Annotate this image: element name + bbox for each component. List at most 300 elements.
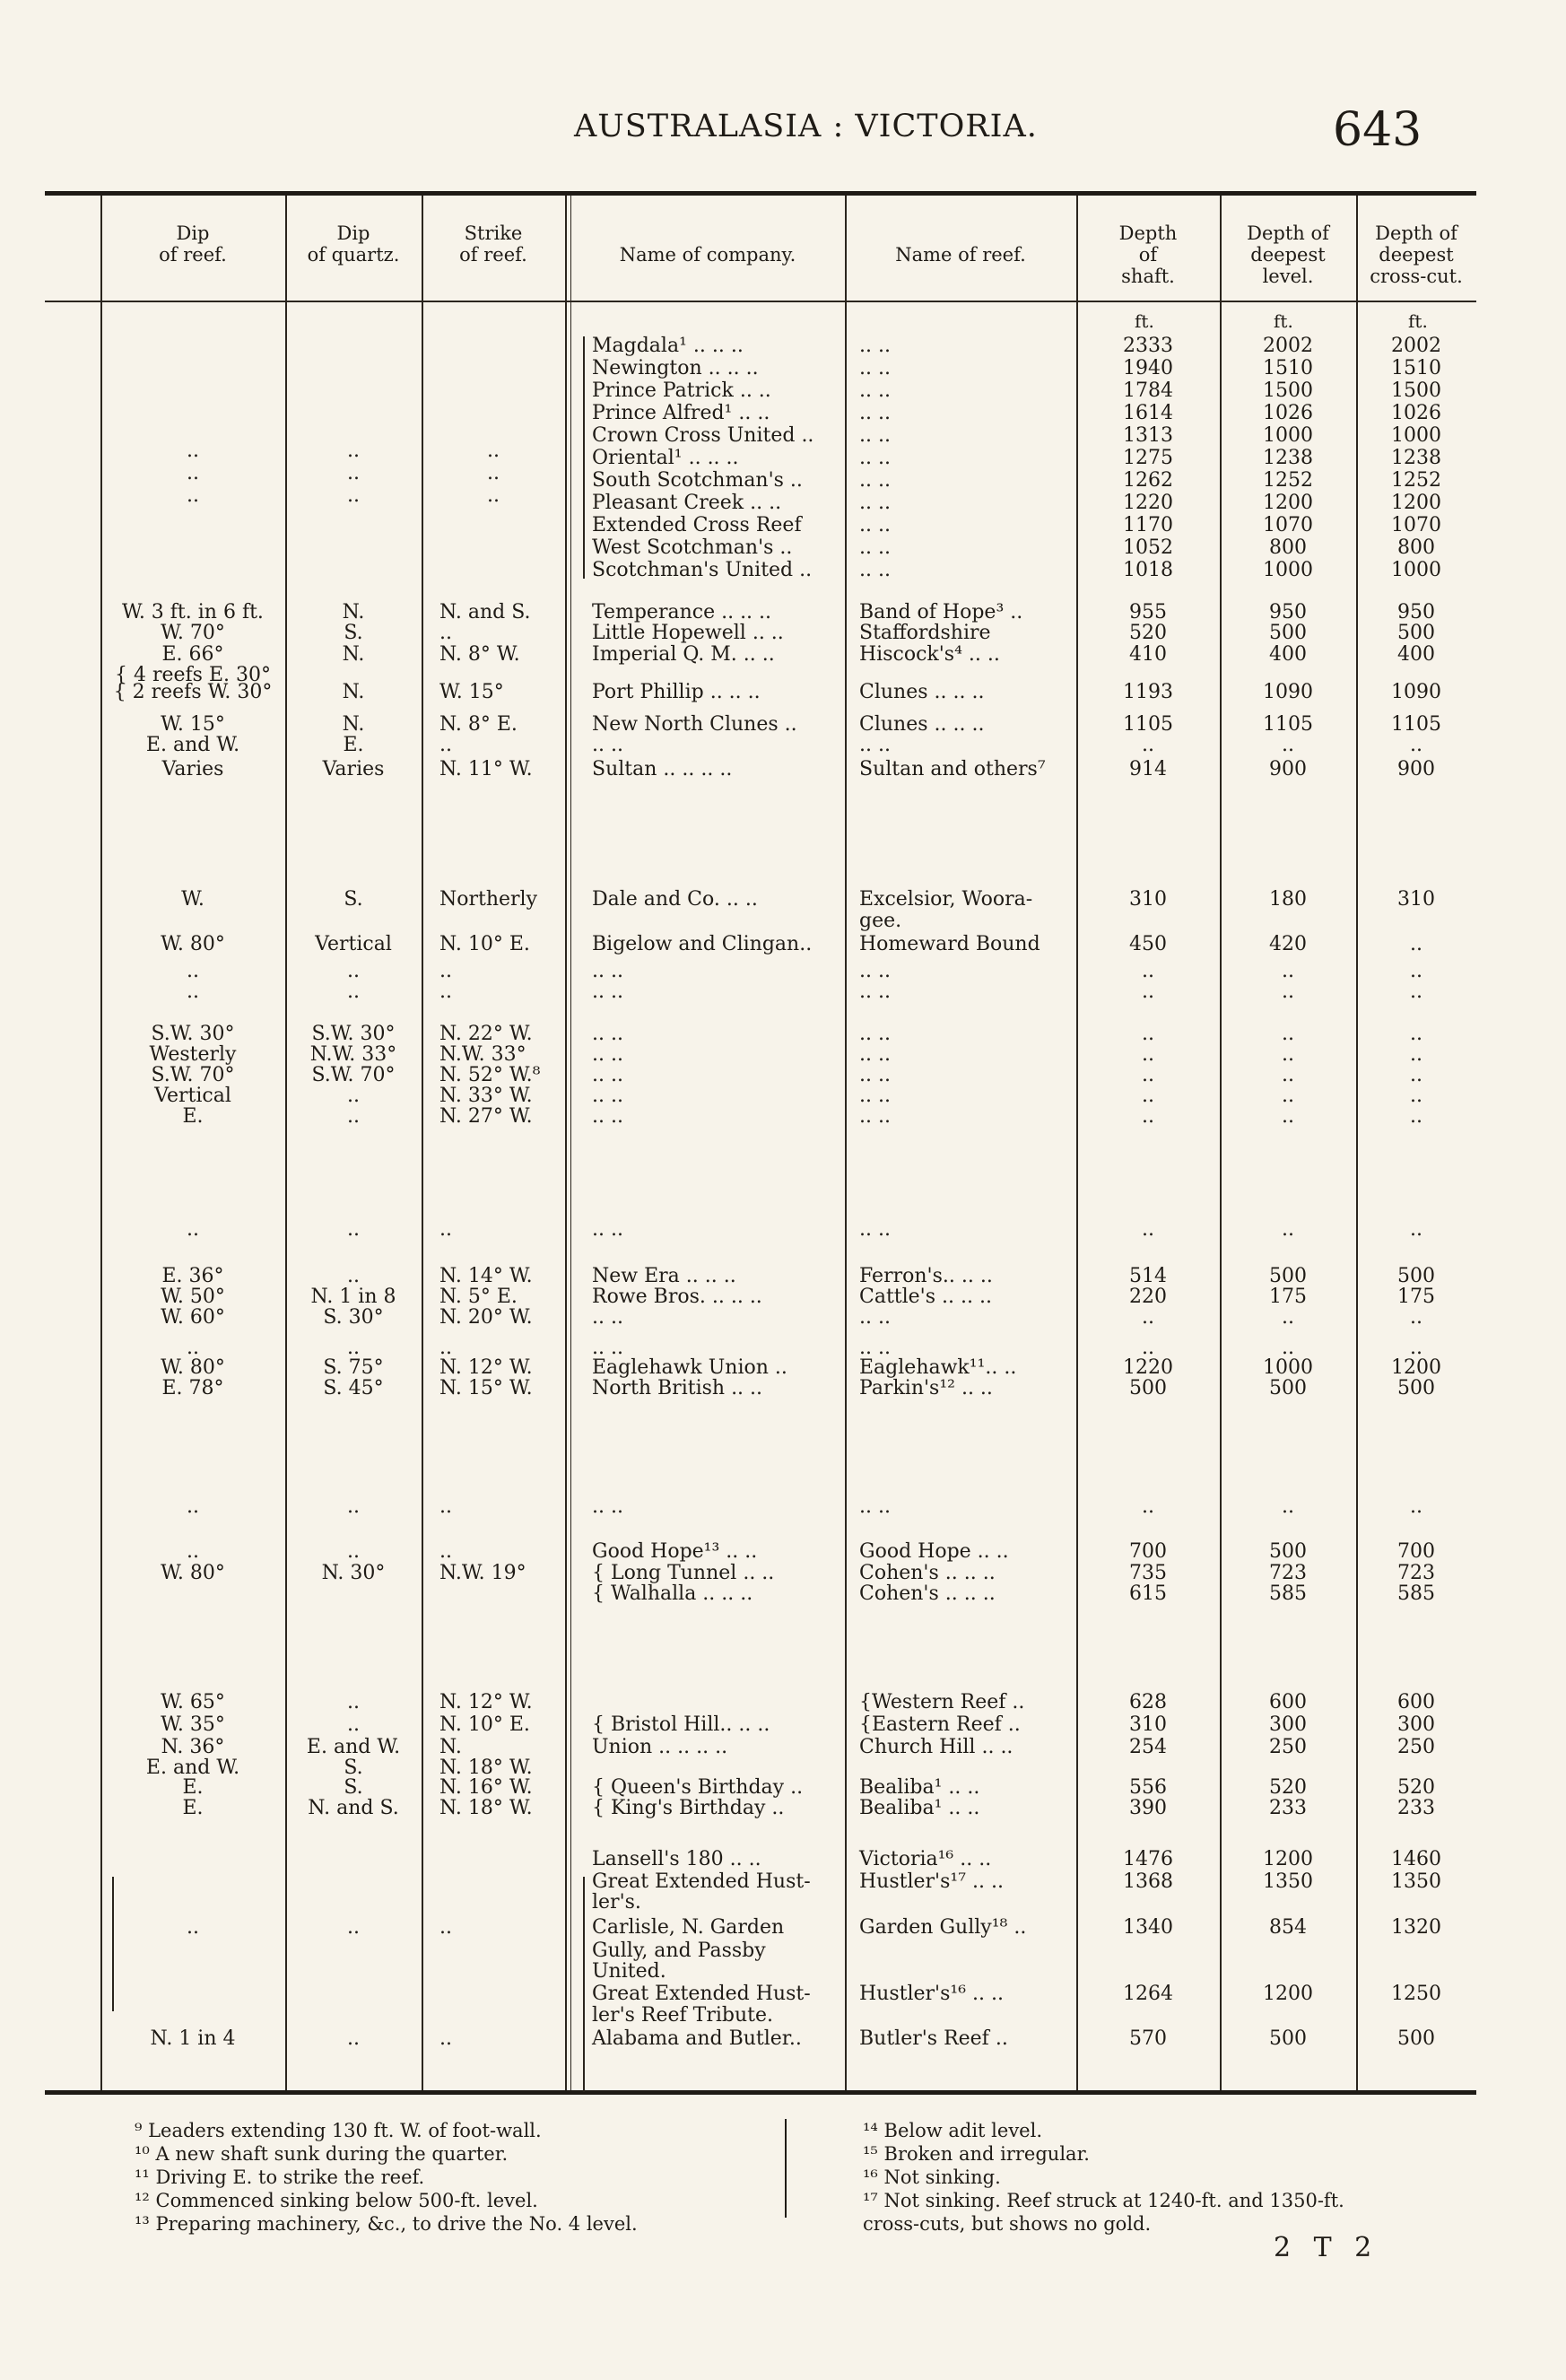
table-cell: Pleasant Creek .. .. bbox=[592, 492, 782, 514]
table-cell: .. .. bbox=[592, 960, 623, 982]
table-cell: 310 bbox=[1397, 888, 1435, 911]
table-cell: { Long Tunnel .. .. bbox=[592, 1562, 775, 1584]
table-cell: N. 18° W. bbox=[439, 1797, 533, 1819]
table-cell: 300 bbox=[1269, 1713, 1307, 1736]
table-cell: .. bbox=[439, 2027, 452, 2050]
table-cell: 1105 bbox=[1263, 713, 1313, 736]
table-cell: N. 22° W. bbox=[439, 1023, 533, 1045]
table-cell: .. bbox=[1410, 734, 1422, 756]
table-cell: 500 bbox=[1269, 1377, 1307, 1399]
table-bottom-rule bbox=[45, 2090, 1476, 2095]
table-cell: Crown Cross United .. bbox=[592, 424, 814, 447]
table-cell: 914 bbox=[1129, 758, 1167, 780]
table-cell: West Scotchman's .. bbox=[592, 536, 793, 559]
table-cell: Bealiba¹ .. .. bbox=[859, 1797, 980, 1819]
table-cell: 500 bbox=[1269, 622, 1307, 644]
table-cell: .. .. bbox=[859, 559, 891, 581]
table-cell: Staffordshire bbox=[859, 622, 991, 644]
table-cell: W. 15° bbox=[439, 681, 504, 703]
table-cell: 955 bbox=[1129, 601, 1167, 623]
table-cell: Prince Patrick .. .. bbox=[592, 379, 771, 402]
table-cell: Cohen's .. .. .. bbox=[859, 1582, 996, 1605]
table-cell: 233 bbox=[1269, 1797, 1307, 1819]
table-cell: 1313 bbox=[1123, 424, 1173, 447]
column-header: Dip of reef. bbox=[159, 222, 227, 266]
footnote: ¹⁴ Below adit level. bbox=[863, 2120, 1043, 2141]
table-cell: 1018 bbox=[1123, 559, 1173, 581]
table-cell: 1000 bbox=[1263, 424, 1313, 447]
table-cell: .. bbox=[487, 484, 500, 507]
table-cell: 1368 bbox=[1123, 1870, 1173, 1893]
table-cell: Good Hope .. .. bbox=[859, 1540, 1009, 1563]
table-cell: 900 bbox=[1397, 758, 1435, 780]
table-cell: .. .. bbox=[859, 1218, 891, 1241]
table-cell: Great Extended Hust- bbox=[592, 1870, 811, 1893]
table-cell: 520 bbox=[1397, 1776, 1435, 1799]
table-cell: 500 bbox=[1129, 1377, 1167, 1399]
table-cell: 1220 bbox=[1123, 1356, 1173, 1379]
table-cell: .. bbox=[1282, 1337, 1294, 1359]
table-cell: 950 bbox=[1397, 601, 1435, 623]
table-cell: 520 bbox=[1129, 622, 1167, 644]
table-cell: E. and W. bbox=[145, 734, 240, 756]
table-cell: .. bbox=[1410, 1023, 1422, 1045]
table-cell: 1252 bbox=[1263, 469, 1313, 492]
brace bbox=[112, 1877, 114, 2011]
table-cell: 220 bbox=[1129, 1286, 1167, 1308]
column-header: Dip of quartz. bbox=[307, 222, 400, 266]
table-cell: N. bbox=[342, 713, 365, 736]
table-cell: 1350 bbox=[1263, 1870, 1313, 1893]
table-cell: North British .. .. bbox=[592, 1377, 763, 1399]
table-cell: 600 bbox=[1397, 1691, 1435, 1713]
column-header: Depth of deepest level. bbox=[1247, 222, 1329, 287]
table-cell: 250 bbox=[1397, 1736, 1435, 1758]
table-cell: 900 bbox=[1269, 758, 1307, 780]
table-cell: .. .. bbox=[859, 492, 891, 514]
table-cell: Bigelow and Clingan.. bbox=[592, 933, 813, 955]
table-cell: 735 bbox=[1129, 1562, 1167, 1584]
table-cell: .. bbox=[347, 462, 360, 484]
table-cell: .. bbox=[187, 1916, 199, 1939]
table-cell: .. bbox=[1142, 960, 1154, 982]
table-cell: .. .. bbox=[592, 1105, 623, 1128]
table-cell: E. bbox=[182, 1797, 204, 1819]
table-cell: W. 60° bbox=[161, 1306, 225, 1329]
footnote: ¹¹ Driving E. to strike the reef. bbox=[135, 2166, 425, 2188]
table-cell: Parkin's¹² .. .. bbox=[859, 1377, 993, 1399]
table-cell: .. .. bbox=[859, 1337, 891, 1359]
table-cell: .. bbox=[1282, 960, 1294, 982]
table-cell: S. 45° bbox=[323, 1377, 384, 1399]
table-cell: 1000 bbox=[1391, 424, 1441, 447]
table-cell: 1200 bbox=[1263, 1983, 1313, 2005]
table-cell: 1252 bbox=[1391, 469, 1441, 492]
column-header: Name of reef. bbox=[895, 244, 1026, 266]
table-cell: .. bbox=[347, 1218, 360, 1241]
table-cell: .. .. bbox=[859, 402, 891, 424]
table-cell: S. bbox=[344, 622, 363, 644]
table-cell: .. bbox=[347, 440, 360, 462]
table-cell: .. .. bbox=[592, 1495, 623, 1518]
table-cell: { Walhalla .. .. .. bbox=[592, 1582, 753, 1605]
table-cell: .. bbox=[1142, 1023, 1154, 1045]
table-cell: E. 66° bbox=[161, 643, 224, 666]
table-cell: 1320 bbox=[1391, 1916, 1441, 1939]
table-cell: 500 bbox=[1269, 1265, 1307, 1287]
table-cell: .. bbox=[1410, 981, 1422, 1003]
table-cell: E. and W. bbox=[145, 1757, 240, 1779]
table-cell: Rowe Bros. .. .. .. bbox=[592, 1286, 762, 1308]
table-cell: 420 bbox=[1269, 933, 1307, 955]
table-cell: N.W. 19° bbox=[439, 1562, 526, 1584]
table-cell: 1200 bbox=[1263, 492, 1313, 514]
table-cell: N. 27° W. bbox=[439, 1105, 533, 1128]
table-cell: .. bbox=[1142, 1105, 1154, 1128]
table-cell: .. .. bbox=[859, 514, 891, 536]
table-cell: Prince Alfred¹ .. .. bbox=[592, 402, 770, 424]
table-cell: 1200 bbox=[1391, 1356, 1441, 1379]
table-cell: 1500 bbox=[1391, 379, 1441, 402]
table-cell: 233 bbox=[1397, 1797, 1435, 1819]
table-cell: 950 bbox=[1269, 601, 1307, 623]
table-cell: Clunes .. .. .. bbox=[859, 713, 985, 736]
table-cell: 1000 bbox=[1391, 559, 1441, 581]
table-cell: .. bbox=[347, 1495, 360, 1518]
table-cell: {Eastern Reef .. bbox=[859, 1713, 1021, 1736]
footnote: ⁹ Leaders extending 130 ft. W. of foot-wall. bbox=[135, 2120, 542, 2141]
table-cell: Westerly bbox=[149, 1043, 237, 1066]
table-cell: .. bbox=[1142, 1495, 1154, 1518]
table-cell: 1250 bbox=[1391, 1983, 1441, 2005]
table-cell: 2333 bbox=[1123, 335, 1173, 357]
table-cell: N. 8° E. bbox=[439, 713, 518, 736]
table-cell: 1460 bbox=[1391, 1848, 1441, 1870]
table-cell: N. 30° bbox=[321, 1562, 386, 1584]
table-cell: Magdala¹ .. .. .. bbox=[592, 335, 744, 357]
table-cell: 180 bbox=[1269, 888, 1307, 911]
column-divider bbox=[565, 196, 567, 2090]
table-cell: 1090 bbox=[1263, 681, 1313, 703]
table-cell: S. bbox=[344, 1757, 363, 1779]
table-cell: 1500 bbox=[1263, 379, 1313, 402]
table-cell: N. 12° W. bbox=[439, 1691, 533, 1713]
table-cell: .. bbox=[1142, 1337, 1154, 1359]
table-cell: N.W. 33° bbox=[309, 1043, 397, 1066]
table-cell: 175 bbox=[1269, 1286, 1307, 1308]
table-cell: 1105 bbox=[1123, 713, 1173, 736]
table-cell: .. bbox=[187, 1218, 199, 1241]
table-cell: .. bbox=[439, 1218, 452, 1241]
table-cell: 1784 bbox=[1123, 379, 1173, 402]
page-number: 643 bbox=[1333, 103, 1422, 157]
table-cell: .. bbox=[439, 981, 452, 1003]
table-cell: Little Hopewell .. .. bbox=[592, 622, 784, 644]
table-cell: .. .. bbox=[592, 1218, 623, 1241]
table-cell: N. 11° W. bbox=[439, 758, 533, 780]
table-cell: .. .. bbox=[859, 424, 891, 447]
table-cell: 854 bbox=[1269, 1916, 1307, 1939]
page-header bbox=[0, 103, 1566, 157]
table-cell: .. bbox=[347, 1540, 360, 1563]
table-cell: 1476 bbox=[1123, 1848, 1173, 1870]
table-cell: Scotchman's United .. bbox=[592, 559, 813, 581]
table-cell: N. bbox=[439, 1736, 462, 1758]
table-cell: .. bbox=[347, 1105, 360, 1128]
table-cell: 1614 bbox=[1123, 402, 1173, 424]
table-cell: .. bbox=[1410, 1043, 1422, 1066]
table-cell: South Scotchman's .. bbox=[592, 469, 803, 492]
table-cell: E. bbox=[343, 734, 364, 756]
table-cell: { Queen's Birthday .. bbox=[592, 1776, 804, 1799]
table-cell: 500 bbox=[1269, 2027, 1307, 2050]
table-cell: 450 bbox=[1129, 933, 1167, 955]
column-header: Depth of deepest cross-cut. bbox=[1370, 222, 1463, 287]
table-cell: 175 bbox=[1397, 1286, 1435, 1308]
table-cell: Church Hill .. .. bbox=[859, 1736, 1014, 1758]
footnote: ¹⁶ Not sinking. bbox=[863, 2166, 1001, 2188]
table-cell: .. bbox=[439, 1916, 452, 1939]
table-cell: S. bbox=[344, 1776, 363, 1799]
table-cell: 390 bbox=[1129, 1797, 1167, 1819]
table-cell: Butler's Reef .. bbox=[859, 2027, 1008, 2050]
table-cell: N. 18° W. bbox=[439, 1757, 533, 1779]
table-cell: 1052 bbox=[1123, 536, 1173, 559]
table-cell: .. bbox=[1410, 933, 1422, 955]
table-cell: 723 bbox=[1269, 1562, 1307, 1584]
table-cell: Lansell's 180 .. .. bbox=[592, 1848, 761, 1870]
table-cell: .. .. bbox=[859, 536, 891, 559]
table-cell: { 4 reefs E. 30° bbox=[114, 664, 271, 686]
table-cell: N. 20° W. bbox=[439, 1306, 533, 1329]
table-cell: .. bbox=[487, 440, 500, 462]
table-cell: .. bbox=[1410, 1218, 1422, 1241]
table-cell: 1090 bbox=[1391, 681, 1441, 703]
table-cell: 500 bbox=[1269, 1540, 1307, 1563]
table-cell: 700 bbox=[1397, 1540, 1435, 1563]
table-cell: Dale and Co. .. .. bbox=[592, 888, 758, 911]
table-cell: N. 1 in 4 bbox=[150, 2027, 236, 2050]
table-cell: .. bbox=[187, 440, 199, 462]
table-cell: Eaglehawk Union .. bbox=[592, 1356, 787, 1379]
table-cell: N. and S. bbox=[308, 1797, 399, 1819]
table-cell: 556 bbox=[1129, 1776, 1167, 1799]
footnote: ¹⁵ Broken and irregular. bbox=[863, 2143, 1090, 2165]
table-cell: W. 3 ft. in 6 ft. bbox=[122, 601, 264, 623]
table-cell: .. bbox=[1142, 1064, 1154, 1086]
table-cell: United. bbox=[592, 1960, 666, 1983]
table-cell: S. 30° bbox=[323, 1306, 384, 1329]
table-cell: Northerly bbox=[439, 888, 538, 911]
table-cell: 1200 bbox=[1391, 492, 1441, 514]
table-cell: {Western Reef .. bbox=[859, 1691, 1025, 1713]
table-cell: N. 14° W. bbox=[439, 1265, 533, 1287]
table-cell: Garden Gully¹⁸ .. bbox=[859, 1916, 1027, 1939]
table-cell: .. bbox=[1282, 981, 1294, 1003]
table-cell: .. bbox=[187, 1337, 199, 1359]
table-cell: Newington .. .. .. bbox=[592, 357, 759, 379]
table-cell: E. bbox=[182, 1105, 204, 1128]
table-cell: .. .. bbox=[592, 1064, 623, 1086]
table-cell: W. 70° bbox=[161, 622, 225, 644]
table-cell: W. 80° bbox=[161, 1356, 225, 1379]
table-cell: S.W. 70° bbox=[311, 1064, 396, 1086]
table-cell: .. bbox=[347, 1916, 360, 1939]
table-cell: .. bbox=[1282, 1043, 1294, 1066]
table-cell: .. bbox=[1142, 1085, 1154, 1107]
table-cell: E. 36° bbox=[161, 1265, 224, 1287]
table-cell: .. bbox=[439, 734, 452, 756]
table-cell: .. bbox=[1282, 1105, 1294, 1128]
table-cell: .. bbox=[347, 1713, 360, 1736]
table-cell: Band of Hope³ .. bbox=[859, 601, 1023, 623]
table-cell: 723 bbox=[1397, 1562, 1435, 1584]
table-cell: .. bbox=[1282, 734, 1294, 756]
table-cell: 1940 bbox=[1123, 357, 1173, 379]
table-cell: N. 10° E. bbox=[439, 933, 530, 955]
table-cell: ler's Reef Tribute. bbox=[592, 2004, 773, 2027]
table-cell: { King's Birthday .. bbox=[592, 1797, 785, 1819]
table-cell: .. bbox=[1282, 1218, 1294, 1241]
table-cell: .. bbox=[1410, 1064, 1422, 1086]
footnote: ¹² Commenced sinking below 500-ft. level. bbox=[135, 2190, 538, 2211]
table-cell: .. bbox=[1410, 1085, 1422, 1107]
table-cell: W. 15° bbox=[161, 713, 225, 736]
table-cell: Port Phillip .. .. .. bbox=[592, 681, 761, 703]
table-cell: S. bbox=[344, 888, 363, 911]
table-cell: 1220 bbox=[1123, 492, 1173, 514]
table-cell: .. bbox=[439, 1540, 452, 1563]
table-cell: 585 bbox=[1269, 1582, 1307, 1605]
table-cell: 254 bbox=[1129, 1736, 1167, 1758]
table-cell: W. 65° bbox=[161, 1691, 225, 1713]
footnote: ¹⁷ Not sinking. Reef struck at 1240-ft. and 1350-ft. bbox=[863, 2190, 1344, 2211]
table-cell: 1026 bbox=[1391, 402, 1441, 424]
table-cell: 1275 bbox=[1123, 447, 1173, 469]
table-cell: .. bbox=[487, 462, 500, 484]
table-cell: 520 bbox=[1269, 1776, 1307, 1799]
table-cell: Sultan .. .. .. .. bbox=[592, 758, 733, 780]
table-cell: .. .. bbox=[859, 1306, 891, 1329]
table-cell: .. .. bbox=[592, 1085, 623, 1107]
footnotes-left bbox=[135, 2119, 771, 2236]
table-cell: .. bbox=[1282, 1495, 1294, 1518]
brace bbox=[583, 336, 585, 579]
table-cell: 1070 bbox=[1263, 514, 1313, 536]
table-cell: New Era .. .. .. bbox=[592, 1265, 736, 1287]
table-cell: .. .. bbox=[859, 960, 891, 982]
table-cell: .. .. bbox=[859, 469, 891, 492]
table-cell: N. bbox=[342, 601, 365, 623]
table-cell: Victoria¹⁶ .. .. bbox=[859, 1848, 992, 1870]
table-cell: 500 bbox=[1397, 1377, 1435, 1399]
table-cell: N. 5° E. bbox=[439, 1286, 518, 1308]
footnote: ¹³ Preparing machinery, &c., to drive the No. 4 level. bbox=[135, 2213, 638, 2235]
signature-mark: 2 T 2 bbox=[1274, 2232, 1379, 2263]
table-cell: .. bbox=[1282, 1085, 1294, 1107]
table-cell: S.W. 70° bbox=[151, 1064, 235, 1086]
table-cell: .. .. bbox=[859, 335, 891, 357]
table-cell: W. 50° bbox=[161, 1286, 225, 1308]
table-cell: Varies bbox=[322, 758, 385, 780]
table-cell: .. bbox=[1142, 1043, 1154, 1066]
table-cell: Sultan and others⁷ bbox=[859, 758, 1046, 780]
table-cell: E. 78° bbox=[161, 1377, 224, 1399]
table-cell: .. bbox=[187, 1540, 199, 1563]
table-cell: 570 bbox=[1129, 2027, 1167, 2050]
table-cell: 1340 bbox=[1123, 1916, 1173, 1939]
table-cell: Union .. .. .. .. bbox=[592, 1736, 728, 1758]
table-cell: N. bbox=[342, 681, 365, 703]
table-cell: Temperance .. .. .. bbox=[592, 601, 772, 623]
table-cell: .. .. bbox=[859, 1085, 891, 1107]
table-cell: 1000 bbox=[1263, 1356, 1313, 1379]
table-cell: N. 33° W. bbox=[439, 1085, 533, 1107]
table-cell: .. bbox=[1282, 1306, 1294, 1329]
table-cell: .. .. bbox=[859, 981, 891, 1003]
table-cell: N. 8° W. bbox=[439, 643, 520, 666]
table-cell: 500 bbox=[1397, 622, 1435, 644]
table-cell: N. bbox=[342, 643, 365, 666]
table-cell: Hustler's¹⁷ .. .. bbox=[859, 1870, 1004, 1893]
table-cell: N. 16° W. bbox=[439, 1776, 533, 1799]
table-cell: Vertical bbox=[154, 1085, 231, 1107]
table-cell: gee. bbox=[859, 910, 902, 932]
table-cell: .. bbox=[347, 2027, 360, 2050]
table-cell: 1238 bbox=[1391, 447, 1441, 469]
table-cell: .. bbox=[1410, 1105, 1422, 1128]
table-cell: N.W. 33° bbox=[439, 1043, 526, 1066]
table-cell: Eaglehawk¹¹.. .. bbox=[859, 1356, 1017, 1379]
table-cell: Gully, and Passby bbox=[592, 1940, 766, 1962]
table-cell: 514 bbox=[1129, 1265, 1167, 1287]
unit-label: ft. bbox=[1408, 310, 1428, 332]
table-cell: .. bbox=[347, 1085, 360, 1107]
table-cell: .. .. bbox=[859, 379, 891, 402]
table-cell: .. .. bbox=[592, 1337, 623, 1359]
table-cell: .. .. bbox=[592, 1023, 623, 1045]
table-cell: 500 bbox=[1397, 1265, 1435, 1287]
table-cell: 1264 bbox=[1123, 1983, 1173, 2005]
table-cell: .. bbox=[187, 1495, 199, 1518]
column-header: Name of company. bbox=[619, 244, 796, 266]
table-cell: .. bbox=[187, 484, 199, 507]
table-cell: W. bbox=[181, 888, 204, 911]
table-cell: .. .. bbox=[859, 1043, 891, 1066]
table-cell: Clunes .. .. .. bbox=[859, 681, 985, 703]
table-cell: 800 bbox=[1269, 536, 1307, 559]
table-cell: N. 52° W.⁸ bbox=[439, 1064, 541, 1086]
table-cell: .. bbox=[1142, 1218, 1154, 1241]
table-cell: .. .. bbox=[592, 1306, 623, 1329]
table-cell: Carlisle, N. Garden bbox=[592, 1916, 785, 1939]
table-cell: .. bbox=[1142, 981, 1154, 1003]
table-cell: .. .. bbox=[859, 447, 891, 469]
table-cell: 1350 bbox=[1391, 1870, 1441, 1893]
table-cell: Hustler's¹⁶ .. .. bbox=[859, 1983, 1004, 2005]
table-cell: 1193 bbox=[1123, 681, 1173, 703]
table-cell: New North Clunes .. bbox=[592, 713, 797, 736]
table-cell: Imperial Q. M. .. .. bbox=[592, 643, 775, 666]
table-cell: .. bbox=[1410, 1306, 1422, 1329]
table-cell: .. bbox=[187, 960, 199, 982]
table-cell: N. 10° E. bbox=[439, 1713, 530, 1736]
table-cell: Ferron's.. .. .. bbox=[859, 1265, 993, 1287]
table-cell: 615 bbox=[1129, 1582, 1167, 1605]
table-cell: .. bbox=[347, 981, 360, 1003]
table-cell: .. bbox=[347, 484, 360, 507]
table-top-rule bbox=[45, 191, 1476, 196]
